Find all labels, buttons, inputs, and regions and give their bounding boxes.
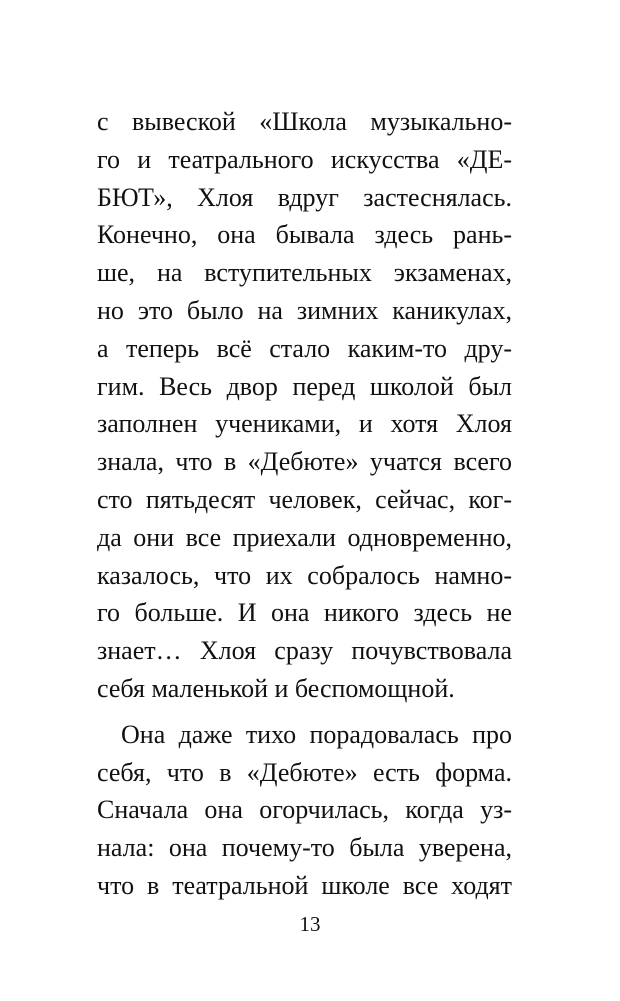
text-line: го больше. И она никого здесь не: [97, 598, 512, 628]
text-line: казалось, что их собралось намно-: [97, 560, 512, 590]
text-line: Конечно, она бывала здесь рань-: [97, 220, 512, 250]
text-line: Она даже тихо порадовалась про: [121, 719, 512, 749]
text-line: го и театрального искусства «ДЕ-: [97, 144, 512, 174]
text-line: с вывеской «Школа музыкально-: [97, 107, 512, 136]
text-line: знала, что в «Дебюте» учатся всего: [97, 447, 512, 477]
paragraph-gap: [97, 708, 512, 716]
text-line: БЮТ», Хлоя вдруг застеснялась.: [97, 182, 512, 212]
text-line: гим. Весь двор перед школой был: [97, 371, 512, 401]
text-line: а теперь всё стало каким-то дру-: [97, 333, 512, 363]
text-line: да они все приехали одновременно,: [97, 522, 512, 552]
text-line: заполнен учениками, и хотя Хлоя: [97, 409, 512, 439]
text-line: нала: она почему-то была уверена,: [97, 833, 512, 863]
page-number: 13: [299, 912, 321, 936]
text-line: сто пятьдесят человек, сейчас, ког-: [97, 484, 512, 514]
body-text: [97, 103, 512, 905]
text-line: ше, на вступительных экзаменах,: [97, 258, 512, 288]
text-line: что в театральной школе все ходят: [97, 870, 512, 900]
text-line: себя маленькой и беспомощной.: [97, 673, 455, 703]
paragraph-2: [97, 716, 512, 905]
paragraph-1: [97, 103, 512, 708]
text-line: но это было на зимних каникулах,: [97, 295, 512, 325]
text-line: Сначала она огорчилась, когда уз-: [97, 795, 512, 825]
text-line: себя, что в «Дебюте» есть форма.: [97, 757, 512, 787]
text-line: знает… Хлоя сразу почувствовала: [97, 636, 512, 666]
